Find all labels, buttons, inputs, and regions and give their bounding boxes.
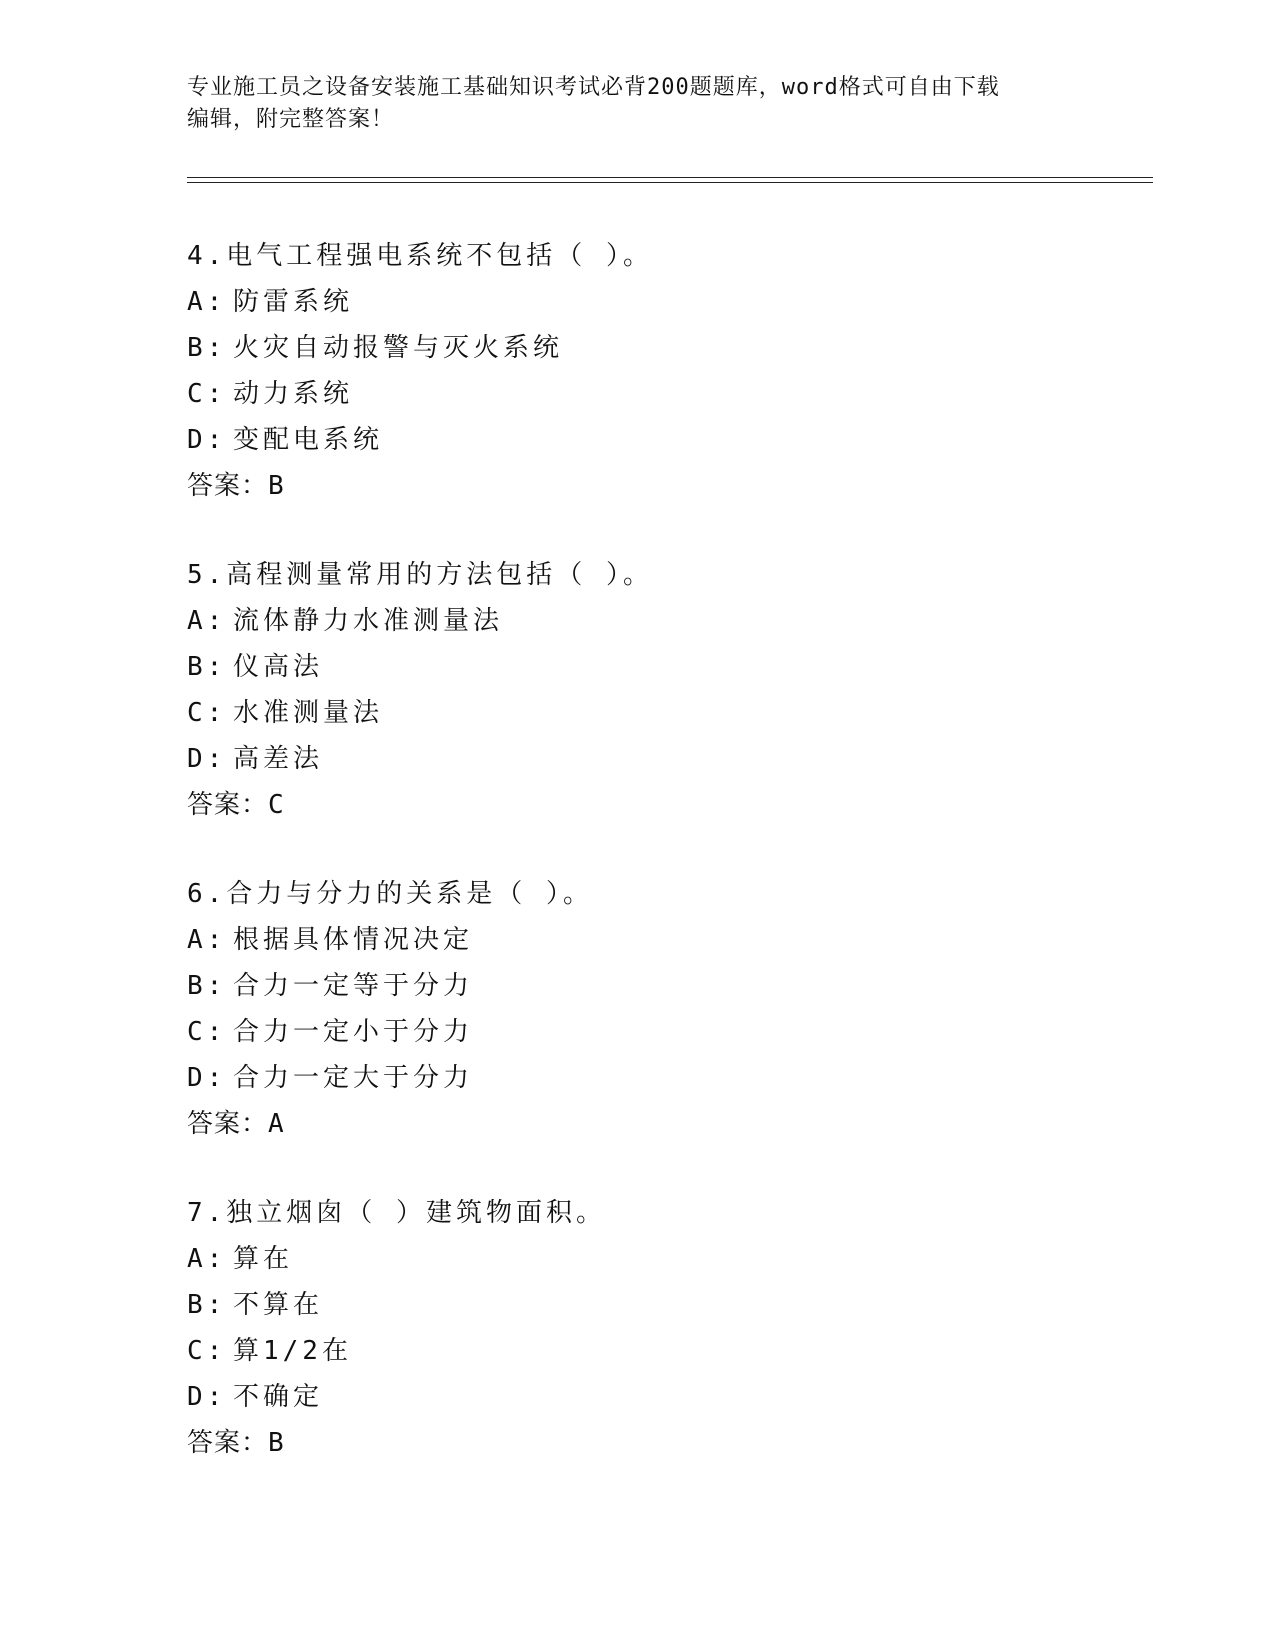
- header-line-2: 编辑，附完整答案！: [187, 107, 395, 132]
- option-a: [187, 1236, 1147, 1282]
- option-key: D:: [187, 425, 227, 455]
- option-a: [187, 598, 1147, 644]
- question-block: [187, 1190, 1147, 1466]
- option-c: [187, 371, 1147, 417]
- option-b: [187, 963, 1147, 1009]
- option-text: 水准测量法: [233, 698, 384, 728]
- question-block: [187, 552, 1147, 828]
- option-text: 流体静力水准测量法: [233, 606, 504, 636]
- option-b: [187, 644, 1147, 690]
- option-key: A:: [187, 1244, 227, 1274]
- option-key: C:: [187, 379, 227, 409]
- option-d: [187, 1374, 1147, 1420]
- option-key: A:: [187, 606, 227, 636]
- header-divider-top: [187, 177, 1153, 178]
- answer-value: C: [268, 790, 285, 820]
- answer-label: 答案：: [187, 1109, 269, 1139]
- option-text: 不确定: [233, 1382, 324, 1412]
- header-line-1: 专业施工员之设备安装施工基础知识考试必背200题题库，word格式可自由下载: [187, 75, 1000, 100]
- document-header: [187, 72, 1067, 136]
- option-text: 合力一定等于分力: [233, 971, 474, 1001]
- question-stem: 6.合力与分力的关系是（ ）。: [187, 879, 593, 909]
- option-text: 动力系统: [233, 379, 354, 409]
- answer-line: [187, 1420, 1147, 1466]
- option-text: 算1/2在: [233, 1336, 352, 1366]
- option-d: [187, 417, 1147, 463]
- option-text: 变配电系统: [233, 425, 384, 455]
- option-key: D:: [187, 744, 227, 774]
- answer-value: B: [268, 1428, 285, 1458]
- answer-value: B: [268, 471, 285, 501]
- option-text: 不算在: [233, 1290, 324, 1320]
- option-key: C:: [187, 698, 227, 728]
- option-text: 合力一定小于分力: [233, 1017, 474, 1047]
- option-key: C:: [187, 1017, 227, 1047]
- answer-line: [187, 782, 1147, 828]
- option-text: 合力一定大于分力: [233, 1063, 474, 1093]
- option-text: 防雷系统: [233, 287, 354, 317]
- question-stem: 5.高程测量常用的方法包括（ ）。: [187, 560, 653, 590]
- option-key: C:: [187, 1336, 227, 1366]
- answer-label: 答案：: [187, 471, 269, 501]
- answer-label: 答案：: [187, 1428, 269, 1458]
- option-b: [187, 325, 1147, 371]
- question-block: [187, 233, 1147, 509]
- option-text: 仪高法: [233, 652, 324, 682]
- option-text: 算在: [233, 1244, 294, 1274]
- option-text: 根据具体情况决定: [233, 925, 474, 955]
- option-text: 火灾自动报警与灭火系统: [233, 333, 564, 363]
- question-block: [187, 871, 1147, 1147]
- answer-label: 答案：: [187, 790, 269, 820]
- option-d: [187, 1055, 1147, 1101]
- answer-line: [187, 1101, 1147, 1147]
- option-c: [187, 690, 1147, 736]
- header-divider-bottom: [187, 182, 1153, 183]
- option-key: B:: [187, 333, 227, 363]
- option-d: [187, 736, 1147, 782]
- option-key: B:: [187, 1290, 227, 1320]
- option-a: [187, 279, 1147, 325]
- option-key: B:: [187, 652, 227, 682]
- answer-line: [187, 463, 1147, 509]
- option-c: [187, 1009, 1147, 1055]
- option-key: D:: [187, 1382, 227, 1412]
- option-key: A:: [187, 287, 227, 317]
- option-c: [187, 1328, 1147, 1374]
- option-text: 高差法: [233, 744, 324, 774]
- answer-value: A: [268, 1109, 285, 1139]
- option-key: A:: [187, 925, 227, 955]
- option-key: D:: [187, 1063, 227, 1093]
- question-stem: 7.独立烟囱（ ）建筑物面积。: [187, 1198, 606, 1228]
- question-stem: 4.电气工程强电系统不包括（ ）。: [187, 241, 653, 271]
- option-b: [187, 1282, 1147, 1328]
- option-key: B:: [187, 971, 227, 1001]
- option-a: [187, 917, 1147, 963]
